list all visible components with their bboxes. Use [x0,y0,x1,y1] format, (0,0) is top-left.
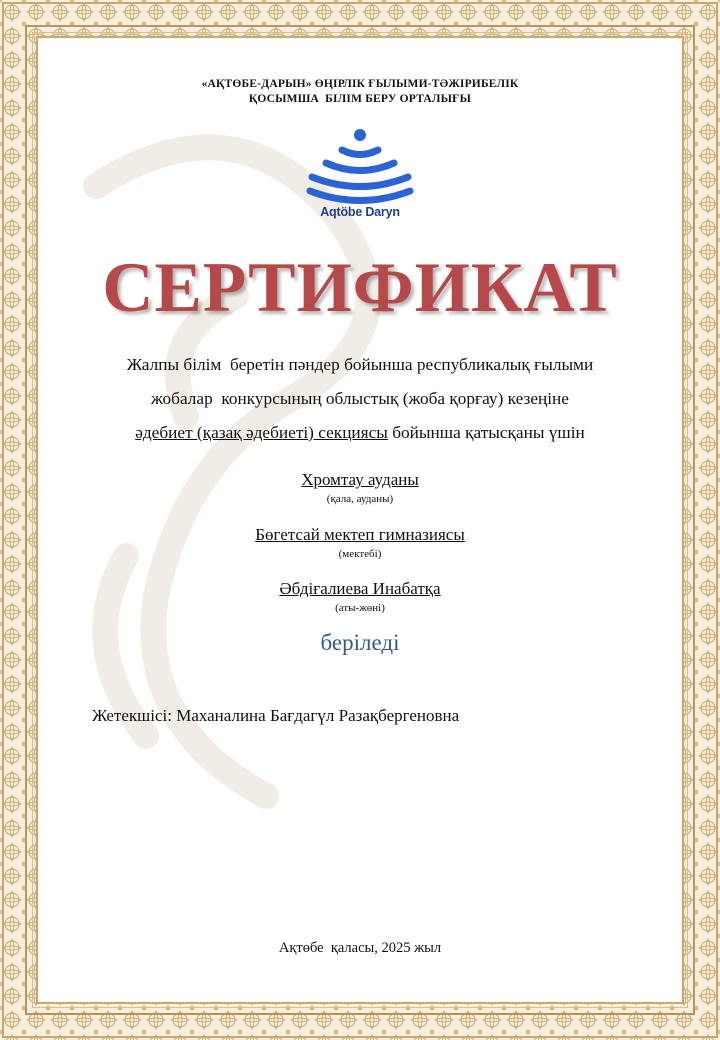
recipient-caption: (аты-жөні) [335,602,385,614]
certificate-description [56,348,664,450]
organization-name [36,77,684,107]
district-caption: (қала, ауданы) [326,493,394,505]
school-caption: (мектебі) [338,548,382,560]
school-value: Бөгетсай мектеп гимназиясы [255,525,465,544]
organization-line-2: ҚОСЫМША БІЛІМ БЕРУ ОРТАЛЫҒЫ [248,93,472,105]
recipient-field [36,579,684,615]
description-line-3 [56,416,664,450]
footer-place-year: Ақтөбе қаласы, 2025 жыл [278,940,442,956]
description-line-1: Жалпы білім беретін пәндер бойынша республикалық ғылыми [126,355,594,374]
school-field [36,525,684,561]
district-value: Хромтау ауданы [301,470,419,489]
recipient-value: Әбдіғалиева Инабатқа [279,579,441,598]
leader-name: Жетекшісі: Маханалина Бағдагүл Разақбергеновна [92,706,460,725]
certificate-content [36,36,684,1004]
section-name: әдебиет (қазақ әдебиеті) секциясы [135,423,388,442]
description-line-2: жобалар конкурсының облыстық (жоба қорғау) кезеңіне [151,389,569,408]
logo-text: Aqtöbe Daryn [320,205,400,219]
certificate-title: СЕРТИФИКАТ [102,249,618,327]
description-line-3-rest: бойынша қатысқаны үшін [387,423,585,442]
awarded-text: беріледі [320,630,400,655]
organization-line-1: «АҚТӨБЕ-ДАРЫН» ӨҢІРЛІК ҒЫЛЫМИ-ТӘЖІРИБЕЛІК [201,78,519,90]
district-field [36,470,684,506]
